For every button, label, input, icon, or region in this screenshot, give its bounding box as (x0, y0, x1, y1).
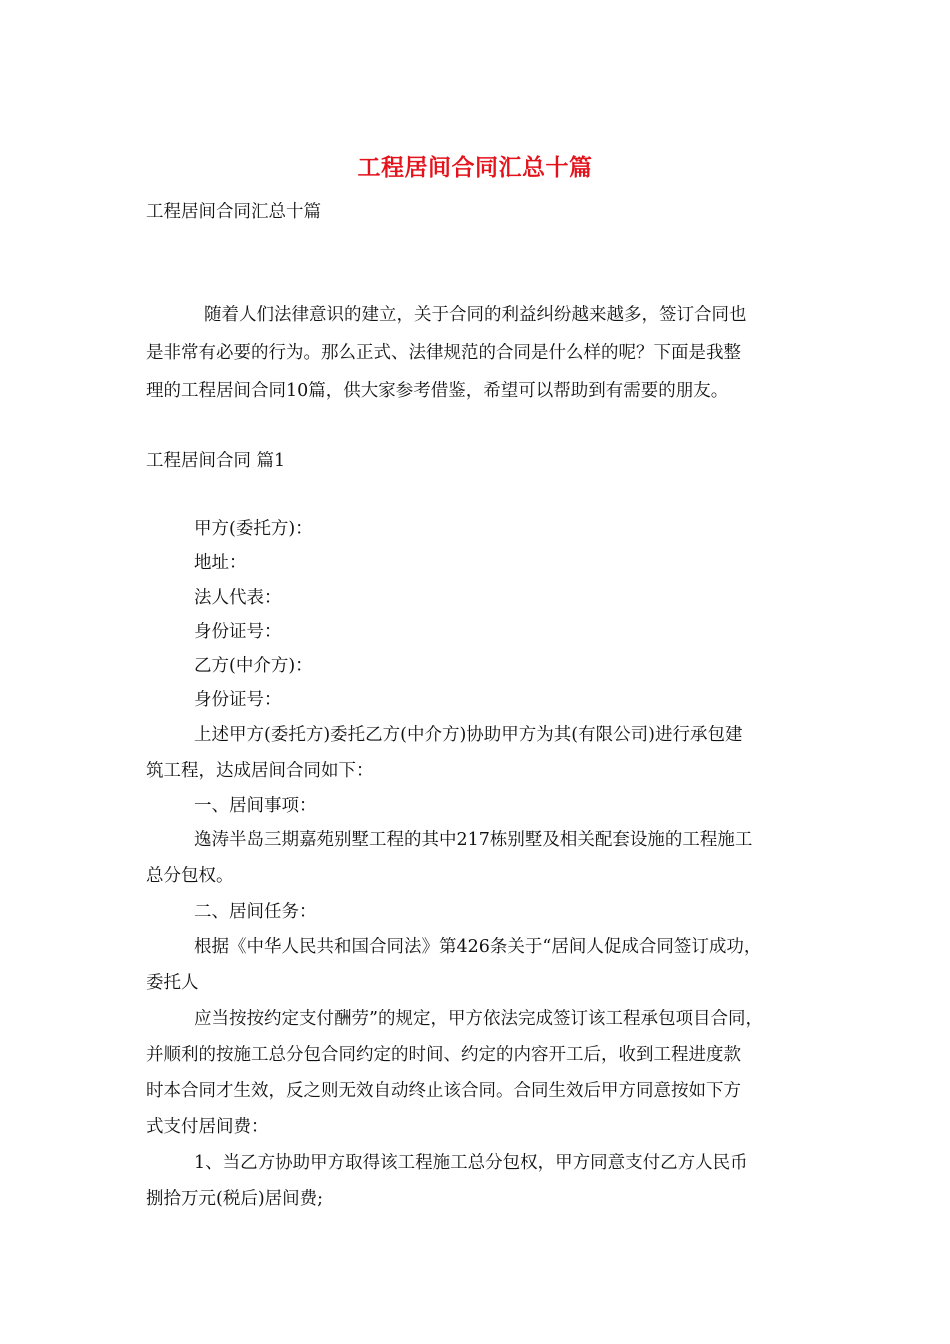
body-line: 捌拾万元(税后)居间费; (146, 1189, 324, 1209)
intro-line: 是非常有必要的行为。那么正式、法律规范的合同是什么样的呢？下面是我整 (146, 343, 741, 363)
body-line: 甲方(委托方)： (194, 519, 313, 539)
body-line: 并顺利的按施工总分包合同约定的时间、约定的内容开工后，收到工程进度款 (146, 1045, 741, 1065)
intro-line: 随着人们法律意识的建立，关于合同的利益纠纷越来越多，签订合同也 (204, 305, 747, 325)
body-line: 应当按按约定支付酬劳”的规定，甲方依法完成签订该工程承包项目合同， (194, 1009, 763, 1029)
body-line: 身份证号： (194, 690, 282, 710)
intro-line: 理的工程居间合同10篇，供大家参考借鉴，希望可以帮助到有需要的朋友。 (146, 381, 729, 401)
body-line: 1、当乙方协助甲方取得该工程施工总分包权，甲方同意支付乙方人民币 (194, 1153, 748, 1173)
document-title: 工程居间合同汇总十篇 (357, 154, 593, 181)
body-line: 上述甲方(委托方)委托乙方(中介方)协助甲方为其(有限公司)进行承包建 (194, 725, 743, 745)
body-line: 式支付居间费： (146, 1117, 269, 1137)
body-line: 逸涛半岛三期嘉苑别墅工程的其中217栋别墅及相关配套设施的工程施工 (194, 830, 753, 850)
body-line: 乙方(中介方)： (194, 656, 313, 676)
body-line: 总分包权。 (146, 866, 234, 886)
body-line: 身份证号： (194, 622, 282, 642)
document-subtitle: 工程居间合同汇总十篇 (146, 202, 321, 222)
body-line: 二、居间任务： (194, 902, 317, 922)
body-line: 筑工程，达成居间合同如下： (146, 761, 374, 781)
body-line: 一、居间事项： (194, 796, 317, 816)
body-line: 地址： (194, 553, 247, 573)
body-line: 时本合同才生效，反之则无效自动终止该合同。合同生效后甲方同意按如下方 (146, 1081, 741, 1101)
section-heading: 工程居间合同 篇1 (146, 451, 286, 471)
body-line: 委托人 (146, 973, 199, 993)
body-line: 法人代表： (194, 588, 282, 608)
body-line: 根据《中华人民共和国合同法》第426条关于“居间人促成合同签订成功， (194, 937, 762, 957)
